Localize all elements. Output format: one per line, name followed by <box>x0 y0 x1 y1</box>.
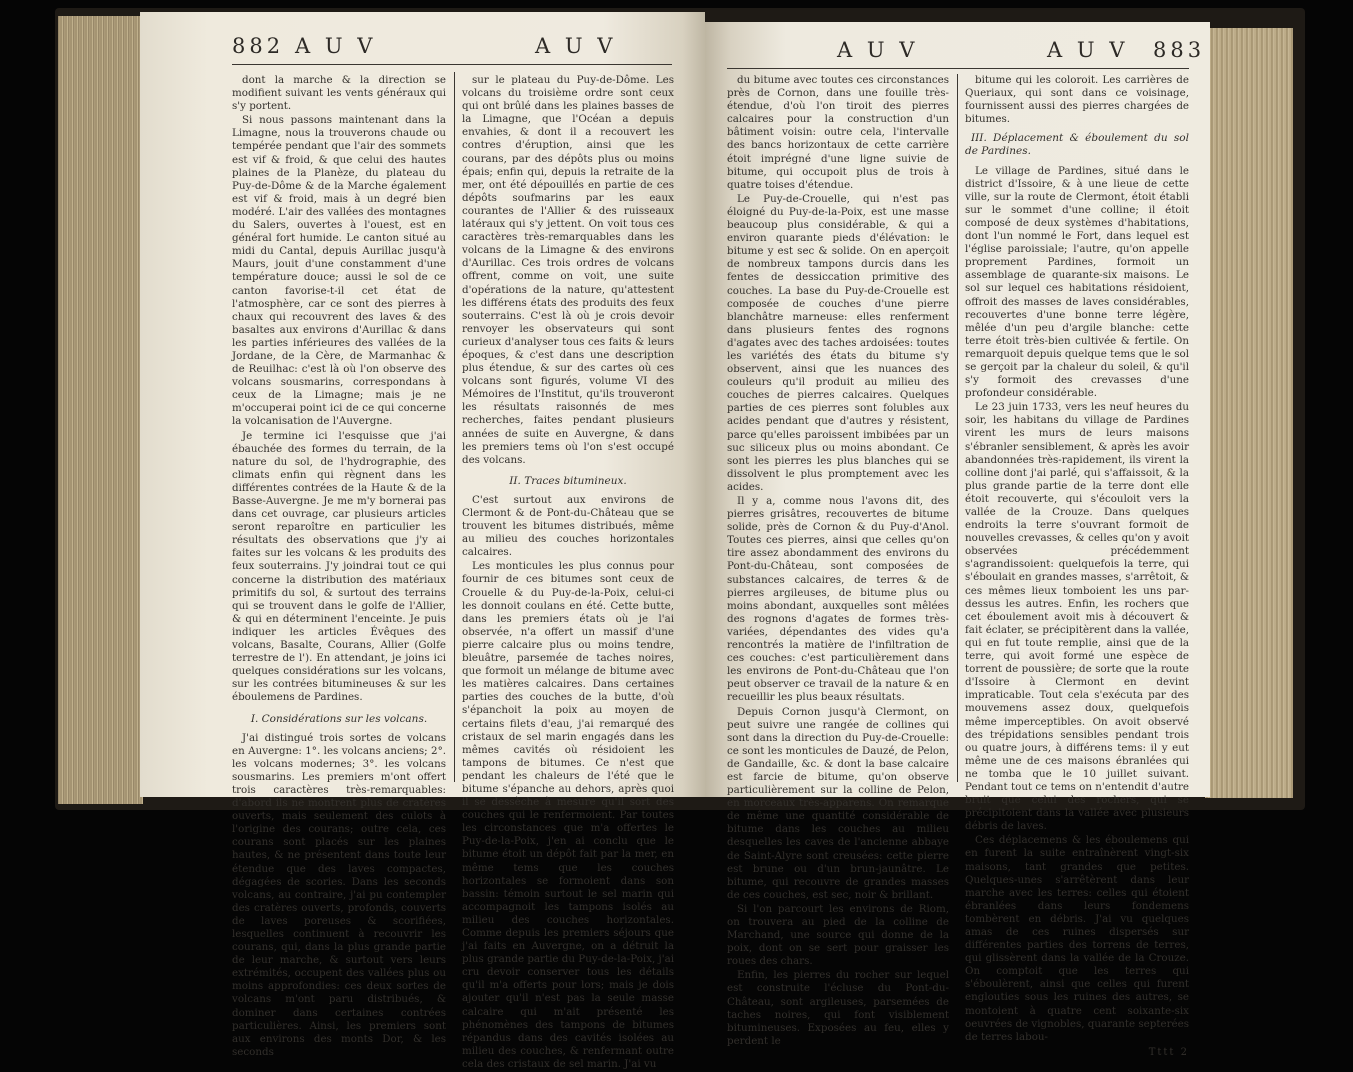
right-column-divider <box>957 74 958 782</box>
right-column-2 <box>965 74 1189 1059</box>
paragraph: Ces déplacemens & les éboulemens qui en furent la suite entraînèrent vingt-six maisons, tant grandes que petites. Quelques-unes s'arrêtèrent dans leur marche avec les terres: celles qui étoient ébranlées dans leurs fondemens tombèrent en débris. J'ai vu quelques amas de ces ruines dispersés sur différentes parties des torrens de terres, qui glissèrent dans la vallée de la Crouze. On comptoit que les terres qui s'éboulèrent, ainsi que celles qui furent englouties sous les ruines des autres, se montoient à quatre cent soixante-six oeuvrées de vignobles, quarante septerées de terres labou- <box>965 834 1189 1043</box>
right-page-edges <box>1205 28 1293 798</box>
left-running-head-1: A U V <box>295 34 377 58</box>
right-page <box>705 22 1210 1058</box>
paragraph: Si nous passons maintenant dans la Limagne, nous la trouverons chaude ou tempérée pendant que l'air des sommets est vif & froid, & que celui des hautes plaines de la Planèze, du plateau du Puy-de-Dôme & de la Marche également est vif & froid, mais à un degré bien modéré. L'air des vallées des montagnes du Salers, ouvertes à l'ouest, est en général fort humide. Le canton situé au midi du Cantal, depuis Aurillac jusqu'à Maurs, jouit d'une constamment d'une température douce; aussi le sol de ce canton favorise-t-il cet état de l'atmosphère, car ce sont des pierres à chaux qui recouvrent des laves & des basaltes aux environs d'Aurillac & dans les parties inférieures des vallées de la Jordane, de la Cère, de Marmanhac & de Reuilhac: c'est là où l'on observe des volcans sousmarins, correspondans à ceux de la Limagne; mais je ne m'occuperai point ici de ce qui concerne la volcanisation de l'Auvergne. <box>232 114 446 428</box>
left-column-2 <box>462 74 674 1072</box>
paragraph: Le Puy-de-Crouelle, qui n'est pas éloigné du Puy-de-la-Poix, est une masse beaucoup plus considérable, & qui a environ quarante pieds d'élévation: le bitume y est sec & solide. On en aperçoit de nombreux tampons durcis dans les fentes de dessiccation primitive des couches. La base du Puy-de-Crouelle est composée de couches d'une pierre blanchâtre marneuse: elles renferment dans plusieurs fentes des rognons d'agates avec des taches ardoisées: toutes les variétés des états du bitume s'y observent, ainsi que les nuances des couleurs qu'il produit au milieu des couches de pierres calcaires. Quelques parties de ces pierres sont folubles aux acides pendant que d'autres y résistent, parce qu'elles paroissent imbibées par un suc siliceux plus ou moins abondant. Ce sont les pierres les plus blanches qui se dissolvent le plus promptement avec les acides. <box>727 192 949 493</box>
left-page-edges <box>58 16 143 804</box>
left-column-1 <box>232 74 446 1060</box>
paragraph: bitume qui les coloroit. Les carrières de Queriaux, qui sont dans ce voisinage, fournissent aussi des pierres chargées de bitumes. <box>965 74 1189 126</box>
paragraph: Je termine ici l'esquisse que j'ai ébauchée des formes du terrain, de la nature du sol, de l'hydrographie, des climats enfin qui règnent dans les différentes contrées de la Haute & de la Basse-Auvergne. Je me m'y bornerai pas dans cet ouvrage, car plusieurs articles seront reparoître en particulier les résultats des observations que j'y ai faites sur les volcans & les produits des feux souterrains. J'y joindrai tout ce qui concerne la distribution des matériaux primitifs du sol, & surtout des terrains qui se trouvent dans le golfe de l'Allier, & qui en déterminent l'enceinte. Je puis indiquer les articles Évêques des volcans, Basalte, Courans, Allier (Golfe terrestre de l'). En attendant, je joins ici quelques considérations sur les volcans, sur les contrées bitumineuses & sur les éboulemens de Pardines. <box>232 429 446 704</box>
paragraph: Il y a, comme nous l'avons dit, des pierres grisâtres, recouvertes de bitume solide, près de Cornon & du Puy-d'Anol. Toutes ces pierres, ainsi que celles qu'on tire assez abondamment des environs du Pont-du-Château, sont composées de substances calcaires, de terres & de pierres argileuses, de bitume plus ou moins abondant, auxquelles sont mêlées des rognons d'agates de formes très-variées, dépendantes des vides qu'a rencontrés la matière de l'infiltration de ces couches: c'est particulièrement dans les environs de Pont-du-Château que l'on peut observer ce travail de la nature & en recueillir les plus beaux résultats. <box>727 495 949 704</box>
section-title: I. Considérations sur les volcans. <box>250 712 428 725</box>
right-running-head-2: A U V <box>1047 38 1129 62</box>
left-page-number: 882 <box>232 34 285 58</box>
paragraph: dont la marche & la direction se modifient suivant les vents généraux qui s'y portent. <box>232 74 446 113</box>
right-column-1 <box>727 74 949 1049</box>
paragraph: Le 23 juin 1733, vers les neuf heures du soir, les habitans du village de Pardines virent les murs de leurs maisons s'ébranler sensiblement, & après les avoir abandonnées très-rapidement, ils virent la colline dont j'ai parlé, qui s'affaissoit, & la plus grande partie de la terre dont elle étoit recouverte, qui s'écouloit vers la vallée de la Crouze. Dans quelques endroits la terre s'ouvrant formoit de nouvelles crevasses, & celles qu'on y avoit observées précédemment s'agrandissoient: quelquefois la terre, qui s'éboulait en grandes masses, s'arrêtoit, & ces mêmes lieux tomboient les uns par-dessus les autres. Enfin, les rochers que cet éboulement avoit mis à découvert & fait éclater, se précipitèrent dans la vallée, qui en fut toute remplie, ainsi que de la terre, qui avoit formé une espèce de torrent de poussière; de sorte que la route d'Issoire à Clermont en devint impraticable. Tout cela s'exécuta par des mouvemens assez doux, quelquefois même imperceptibles. On avoit observé des trépidations sensibles pendant trois ou quatre jours, à différens tems: il y eut même une de ces maisons ébranlées qui ne tomba que le 10 juillet suivant. Pendant tout ce tems on n'entendit d'autre bruit que celui des rochers, qui se précipitoient dans la vallée avec plusieurs débris de laves. <box>965 401 1189 833</box>
paragraph: Les monticules les plus connus pour fournir de ces bitumes sont ceux de Crouelle & du Puy-de-la-Poix, celui-ci les donnoit coulans en été. Cette butte, dans les premiers états où je l'ai observée, n'a offert un massif d'une pierre calcaire plus ou moins tendre, bleuâtre, parsemée de taches noires, que formoit un mélange de bitume avec les matières calcaires. Dans certaines parties des couches de la butte, d'où s'épanchoit la poix au moyen de certains filets d'eau, j'ai remarqué des cristaux de sel marin engagés dans les mêmes cavités où résidoient les tampons de bitumes. Ce n'est que pendant les chaleurs de l'été que le bitume s'épanche au dehors, après quoi il se dessèche à mesure qu'il sort des couches qui le renfermoient. Par toutes les circonstances que m'a offertes le Puy-de-la-Poix, j'en ai conclu que le bitume étoit un dépôt fait par la mer, en même tems que les couches horizontales se formoient dans son bassin: témoin surtout le sel marin qui accompagnoit les tampons isolés au milieu des couches horizontales. Comme depuis les premiers séjours que j'ai faits en Auvergne, on a détruit la plus grande partie du Puy-de-la-Poix, j'ai cru devoir conserver tous les détails qu'il m'a offerts pour lors; mais je dois ajouter qu'il n'est pas la seule masse calcaire qui m'ait présenté les phénomènes des tampons de bitumes répandus dans des cavités isolées au milieu des couches, & renfermant outre cela des cristaux de sel marin. J'ai vu <box>462 560 675 1070</box>
paragraph: Depuis Cornon jusqu'à Clermont, on peut suivre une rangée de collines qui sont dans la direction du Puy-de-Crouelle: ce sont les monticules de Dauzé, de Pelon, de Gandaille, &c. & dont la base calcaire est farcie de bitume, qu'on observe particulièrement sur la colline de Pelon, en morceaux très-apparens. On remarque de même une quantité considérable de bitume dans les couches au milieu desquelles les caves de l'ancienne abbaye de Saint-Alyre sont creusées: cette pierre est brune ou d'un brun-jaunâtre. Le bitume, qui recouvre de grandes masses de ces couches, est sec, noir & brillant. <box>727 705 949 901</box>
paragraph: J'ai distingué trois sortes de volcans en Auvergne: 1°. les volcans anciens; 2°. les volcans modernes; 3°. les volcans sousmarins. Les premiers m'ont offert trois caractères très-remarquables: d'abord ils ne montrent plus de cratères ouverts, mais seulement des culots à l'origine des courans; outre cela, ces courans sont placés sur les plaines hautes, & ne présentent dans toute leur étendue que des laves compactes, dégagées de scories. Dans les seconds volcans, au contraire, j'ai pu contempler des cratères ouverts, profonds, couverts de laves poreuses & scorifiées, lesquelles continuent à recouvrir les courans, qui, dans la plus grande partie de leur marche, & surtout vers leurs extrémités, occupent des vallées plus ou moins approfondies: ces deux sortes de volcans m'ont paru distribués, & dominer dans certaines contrées particulières. Ainsi, les premiers sont aux environs des monts Dor, & les seconds <box>232 731 446 1058</box>
paragraph: du bitume avec toutes ces circonstances près de Cornon, dans une fouille très-étendue, d'où l'on tiroit des pierres calcaires pour la construction d'un bâtiment voisin: outre cela, l'intervalle des bancs horizontaux de cette carrière étoit imprégné d'une ligne suivie de bitume, qui occupoit plus de trois à quatre toises d'étendue. <box>727 74 949 191</box>
right-page-number: 883 <box>1153 38 1206 62</box>
paragraph: Enfin, les pierres du rocher sur lequel est construite l'écluse du Pont-du-Château, sont argileuses, parsemées de taches noires, qui font visiblement bitumineuses. Exposées au feu, elles y perdent le <box>727 969 949 1047</box>
signature-mark: Tttt 2 <box>1148 1046 1189 1058</box>
right-running-head-1: A U V <box>837 38 919 62</box>
paragraph: C'est surtout aux environs de Clermont & de Pont-du-Château que se trouvent les bitumes distribués, même au milieu des couches horizontales calcaires. <box>462 493 674 559</box>
paragraph: sur le plateau du Puy-de-Dôme. Les volcans du troisième ordre sont ceux qui ont brûlé dans les plaines basses de la Limagne, que l'Océan a depuis envahies, & dont il a recouvert les contres d'éruption, ainsi que les courans, par des dépôts plus ou moins épais; enfin qui, depuis la retraite de la mer, ont été dépouillés en partie de ces dépôts soufmarins par les eaux courantes de l'Allier & des ruisseaux latéraux qui s'y jettent. On voit tous ces caractères très-remarquables dans les volcans de la Limagne & des environs d'Aurillac. Ces trois ordres de volcans offrent, comme on voit, une suite d'opérations de la nature, qu'attestent les différens états des produits des feux souterrains. C'est là où je crois devoir renvoyer les observateurs qui sont curieux d'analyser tous ces faits & leurs époques, & c'est dans une description plus étendue, & sur des cartes où ces volcans sont figurés, volume VI des Mémoires de l'Institut, qu'ils trouveront les résultats raisonnés de mes recherches, faites pendant plusieurs années de suite en Auvergne, & dans les premiers tems où l'on s'est occupé des volcans. <box>462 74 674 466</box>
left-column-divider <box>454 72 455 782</box>
paragraph: Si l'on parcourt les environs de Riom, on trouvera au pied de la colline de Marchand, une source qui donne de la poix, dont on se sert pour graisser les roues des chars. <box>727 902 949 968</box>
left-head-rule <box>232 64 672 65</box>
section-title: III. Déplacement & éboulement du sol de Pardines. <box>965 132 1189 158</box>
right-head-rule <box>727 68 1189 69</box>
section-title: II. Traces bitumineux. <box>509 474 627 487</box>
left-running-head-2: A U V <box>535 34 617 58</box>
paragraph: Le village de Pardines, situé dans le district d'Issoire, & à une lieue de cette ville, sur la route de Clermont, étoit établi sur le sommet d'une colline; il étoit composé de deux systèmes d'habitations, dont l'un nommé le Fort, dans lequel est l'église paroissiale; l'autre, qu'on appelle proprement Pardines, formoit un assemblage de quarante-six maisons. Le sol sur lequel ces habitations résidoient, offroit des masses de laves considérables, recouvertes d'une bonne terre légère, mêlée d'un peu d'argile blanche: cette terre étoit très-bien cultivée & fertile. On remarquoit depuis quelque tems que le sol se gerçoit par la chaleur du soleil, & qu'il s'y formoit des crevasses d'une profondeur considérable. <box>965 164 1189 400</box>
left-page <box>140 12 705 1070</box>
